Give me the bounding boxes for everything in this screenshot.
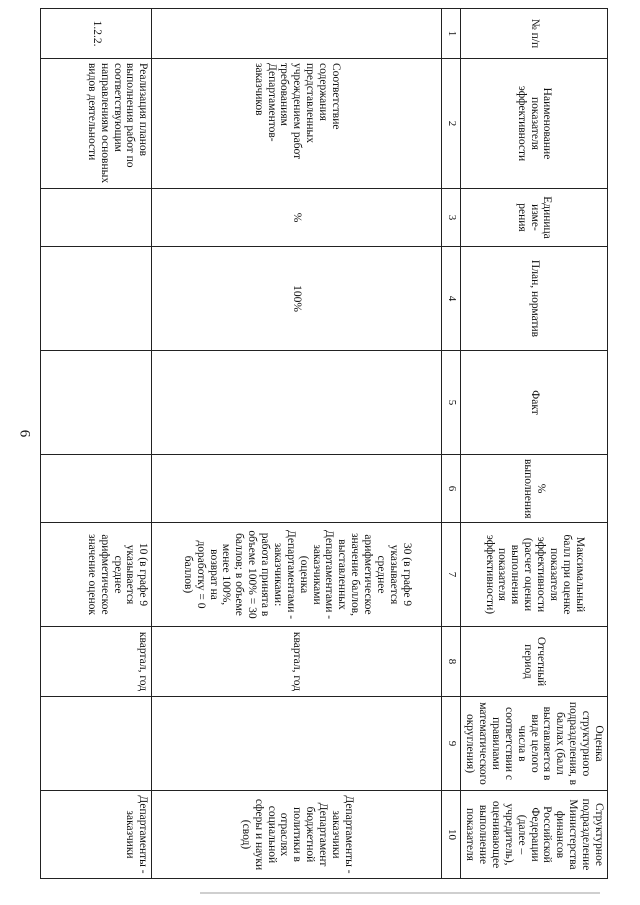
unit: [41, 189, 152, 247]
table-row: [152, 9, 442, 879]
max-score: 30 (в графе 9 указывается среднее арифметическое значение баллов, выставленных Департаментами - заказчиками (оценка Департаментами - заказчиками: работа принята в объеме 100% = 30 баллов; в объеме менее 100%, возврат на доработку = 0 баллов): [152, 523, 442, 627]
column-number: 8: [442, 627, 461, 697]
column-number: 1: [442, 9, 461, 59]
header-percent: % выполнения: [461, 455, 608, 523]
header-plan: План, норматив: [461, 247, 608, 351]
percent: [41, 455, 152, 523]
indicator-name: Соответствие содержания представленных учреждением работ требованиям Департаментов-заказчиков: [152, 59, 442, 189]
header-num: № п/п: [461, 9, 608, 59]
header-period: Отчетный период: [461, 627, 608, 697]
period: квартал, год: [41, 627, 152, 697]
header-max-score: Максимальный балл при оценке показателя эффективности (расчет оценки выполнения показателя эффективности): [461, 523, 608, 627]
row-number: 1.2.2.: [41, 9, 152, 59]
column-number: 2: [442, 59, 461, 189]
page-number: 6: [16, 429, 33, 438]
score: [41, 697, 152, 791]
column-number: 5: [442, 351, 461, 455]
percent: [152, 455, 442, 523]
scan-edge-shadow: [200, 892, 600, 894]
department: Департаменты - заказчики Департамент бюджетной политики в отраслях социальной сферы и науки (свод): [152, 791, 442, 879]
header-department: Структурное подразделение Министерства финансов Российской Федерации (далее – учредитель), оценивающее выполнение показателя: [461, 791, 608, 879]
header-row: [461, 9, 608, 879]
header-score: Оценка структурного подразделения, в баллах (балл выставляется в виде целого числа в соответствии с правилами математического округления): [461, 697, 608, 791]
rotated-table-container: [40, 8, 608, 878]
indicator-name: Реализация планов выполнения работ по соответствующим направлениям основных видов деятельности: [41, 59, 152, 189]
column-number: 6: [442, 455, 461, 523]
efficiency-indicators-table: [40, 8, 608, 879]
header-unit: Единица изме-рения: [461, 189, 608, 247]
column-number: 3: [442, 189, 461, 247]
fact: [41, 351, 152, 455]
header-name: Наименование показателя эффективности: [461, 59, 608, 189]
max-score: 10 (в графе 9 указывается среднее арифметическое значение оценок: [41, 523, 152, 627]
plan: [41, 247, 152, 351]
row-number: [152, 9, 442, 59]
fact: [152, 351, 442, 455]
unit: %: [152, 189, 442, 247]
column-number: 9: [442, 697, 461, 791]
department: Департаменты - заказчики: [41, 791, 152, 879]
column-number: 10: [442, 791, 461, 879]
table-row: [41, 9, 152, 879]
header-fact: Факт: [461, 351, 608, 455]
period: квартал, год: [152, 627, 442, 697]
column-number: 4: [442, 247, 461, 351]
plan: 100%: [152, 247, 442, 351]
score: [152, 697, 442, 791]
column-number-row: [442, 9, 461, 879]
column-number: 7: [442, 523, 461, 627]
